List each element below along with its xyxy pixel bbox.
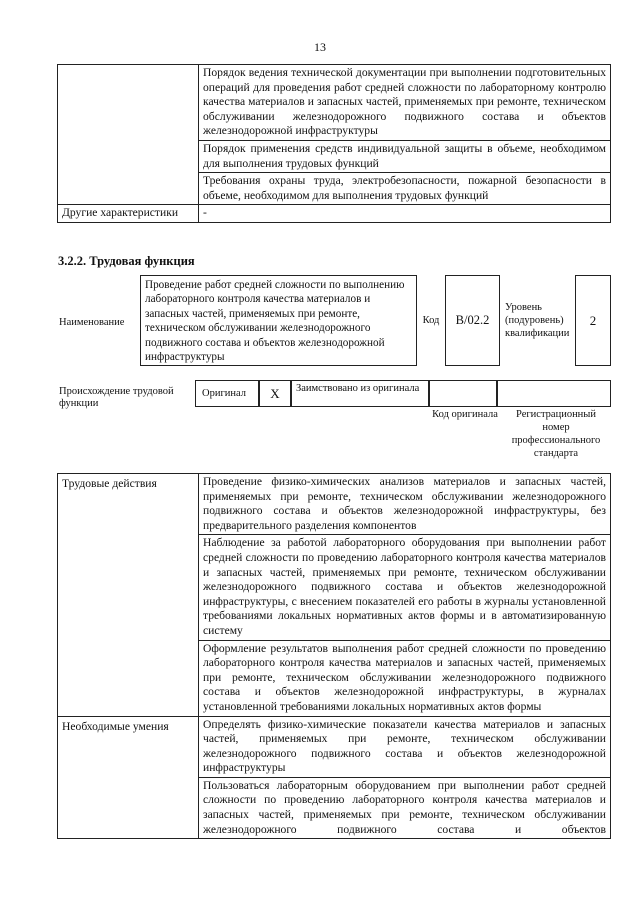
function-details-table: [57, 473, 611, 839]
level-value-box: 2: [575, 275, 611, 366]
borrowed-label-cell: Заимствовано из оригинала: [291, 380, 429, 407]
original-mark-cell: X: [259, 380, 291, 407]
name-label: Наименование: [59, 317, 125, 328]
function-name-box: Проведение работ средней сложности по выполнению лабораторного контроля качества материалов и запасных частей, применяемых при ремонте, техническом обслуживании железнодорожного подвижного состава и объектов железнодорожной инфраструктуры: [140, 275, 417, 366]
other-characteristics-value: -: [199, 205, 611, 223]
original-label-cell: Оригинал: [195, 380, 259, 407]
code-value-box: B/02.2: [445, 275, 500, 366]
code-original-cell: [429, 380, 497, 407]
code-label: Код: [422, 315, 440, 326]
code-original-caption: Код оригинала: [432, 409, 498, 420]
knowledge-label-cell: [58, 65, 199, 205]
knowledge-item: Порядок ведения технической документации при выполнении подготовительных операций для проведения работ средней сложности по лабораторному контролю качества материалов и запасных частей, применяемых при ремонте, техническом обслуживании железнодорожного подвижного состава и объектов железнодорожной инфраструктуры: [199, 65, 611, 141]
action-item: Наблюдение за работой лабораторного оборудования при выполнении работ средней сложности по проведению лабораторного контроля качества материалов и запасных частей, применяемых при ремонте, техническом обслуживании железнодорожного подвижного состава и объектов железнодорожной инфраструктуры, с внесением показателей его работы в журналы установленной требованиями локальных нормативных актов формы и в автоматизированную систему: [199, 535, 611, 640]
action-item: Проведение физико-химических анализов материалов и запасных частей, применяемых при ремонте, техническом обслуживании железнодорожного подвижного состава и объектов железнодорожной инфраструктуры, без предварительного разделения компонентов: [199, 474, 611, 535]
origin-label: Происхождение трудовой функции: [59, 386, 174, 409]
skill-item: Пользоваться лабораторным оборудованием при выполнении работ средней сложности по проведению лабораторного контроля качества материалов и запасных частей, применяемых при ремонте, техническом обслуживании железнодорожного подвижного состава и объектов: [199, 777, 611, 838]
knowledge-item: Требования охраны труда, электробезопасности, пожарной безопасности в объеме, необходимом для выполнения трудовых функций: [199, 173, 611, 205]
level-label: Уровень (подуровень) квалификации: [505, 302, 570, 339]
skill-item: Определять физико-химические показатели качества материалов и запасных частей, применяемых при ремонте, техническом обслуживании железнодорожного подвижного состава и объектов железнодорожной инфраструктуры: [199, 716, 611, 777]
knowledge-table-continued: [57, 64, 611, 223]
other-characteristics-label: Другие характеристики: [58, 205, 199, 223]
reg-number-caption: Регистрационный номер профессионального стандарта: [511, 409, 601, 459]
page-number: 13: [314, 40, 326, 54]
knowledge-item: Порядок применения средств индивидуальной защиты в объеме, необходимом для выполнения трудовых функций: [199, 140, 611, 172]
actions-label: Трудовые действия: [58, 474, 199, 717]
reg-number-cell: [497, 380, 611, 407]
skills-label: Необходимые умения: [58, 716, 199, 839]
action-item: Оформление результатов выполнения работ средней сложности по проведению лабораторного контроля качества материалов и запасных частей, применяемых при ремонте, техническом обслуживании железнодорожного подвижного состава и объектов железнодорожной инфраструктуры, в журналах установленной требованиями локальных нормативных актов формы: [199, 640, 611, 716]
section-title: 3.2.2. Трудовая функция: [58, 254, 195, 268]
